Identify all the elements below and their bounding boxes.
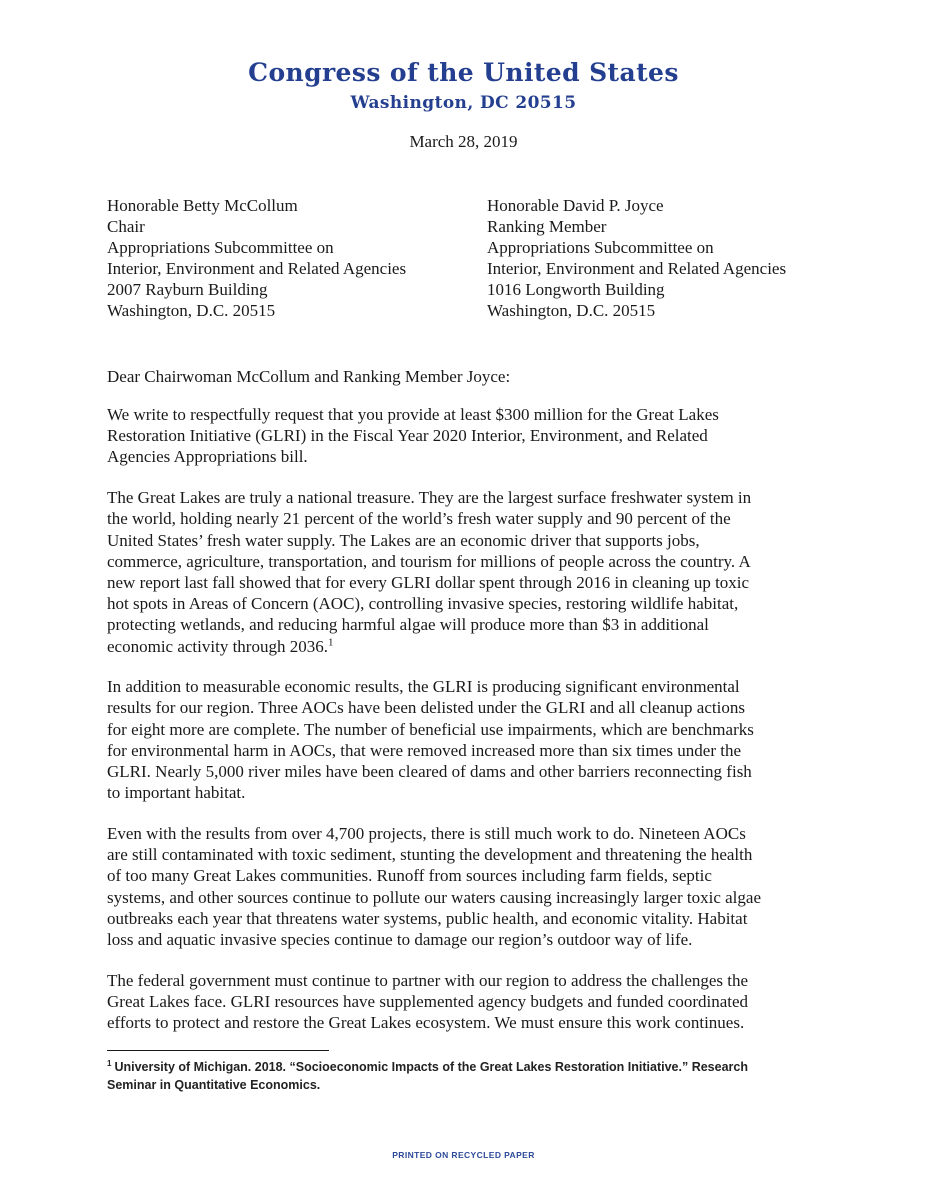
body-line: We write to respectfully request that you provide at least $300 million for the Great Lakes (107, 405, 719, 424)
body-paragraph (107, 676, 817, 803)
body-line-text: economic activity through 2036. (107, 636, 328, 656)
footnote-number: 1 (107, 1058, 112, 1068)
address-line: Honorable Betty McCollum (107, 196, 298, 215)
letter-body (107, 404, 817, 1053)
footnote-reference: 1 (327, 635, 334, 648)
body-line: commerce, agriculture, transportation, and tourism for millions of people across the country. A (107, 551, 751, 571)
body-line: of too many Great Lakes communities. Runoff from sources including farm fields, septic (107, 866, 712, 886)
body-paragraph (107, 970, 817, 1034)
address-line: 1016 Longworth Building (487, 280, 665, 299)
address-line: 2007 Rayburn Building (107, 280, 268, 299)
body-line: hot spots in Areas of Concern (AOC), controlling invasive species, restoring wildlife habitat, (107, 594, 739, 614)
address-line: Washington, D.C. 20515 (487, 301, 656, 320)
body-line: efforts to protect and restore the Great Lakes ecosystem. We must ensure this work continues. (107, 1013, 745, 1033)
body-line: Great Lakes face. GLRI resources have supplemented agency budgets and funded coordinated (107, 991, 749, 1011)
body-line: for environmental harm in AOCs, that were removed increased more than six times under the (107, 740, 742, 760)
body-line: are still contaminated with toxic sediment, stunting the development and threatening the health (107, 845, 753, 865)
body-line: Agencies Appropriations bill. (107, 447, 308, 467)
body-line-with-ref (107, 636, 817, 657)
body-line: United States’ fresh water supply. The Lakes are an economic driver that supports jobs, (107, 530, 700, 550)
address-line: Appropriations Subcommittee on (487, 238, 714, 257)
address-line: Honorable David P. Joyce (487, 196, 664, 215)
salutation: Dear Chairwoman McCollum and Ranking Member Joyce: (107, 367, 511, 386)
body-line: Restoration Initiative (GLRI) in the Fiscal Year 2020 Interior, Environment, and Related (107, 426, 708, 446)
body-line: outbreaks each year that threatens water systems, public health, and economic vitality. Habitat (107, 908, 748, 928)
addressee-right (487, 195, 786, 321)
address-line: Ranking Member (487, 217, 607, 236)
body-paragraph (107, 823, 817, 950)
body-line: to important habitat. (107, 783, 246, 803)
footnote-line (107, 1058, 748, 1076)
body-line: systems, and other sources continue to pollute our waters causing increasingly larger toxic algae (107, 887, 761, 907)
body-line: The federal government must continue to partner with our region to address the challenges the (107, 970, 749, 990)
recycled-paper-notice: PRINTED ON RECYCLED PAPER (392, 1150, 535, 1160)
body-line: The Great Lakes are truly a national treasure. They are the largest surface freshwater system in (107, 488, 752, 508)
address-line: Interior, Environment and Related Agencies (107, 259, 407, 278)
footnote-text: University of Michigan. 2018. “Socioeconomic Impacts of the Great Lakes Restoration Initiative.” Research (114, 1060, 748, 1074)
letter-date: March 28, 2019 (409, 132, 518, 151)
body-line: new report last fall showed that for every GLRI dollar spent through 2016 in cleaning up toxic (107, 572, 750, 592)
body-line: protecting wetlands, and reducing harmful algae will produce more than $3 in additional (107, 615, 709, 635)
footnote (107, 1058, 748, 1094)
address-line: Appropriations Subcommittee on (107, 238, 334, 257)
body-line: GLRI. Nearly 5,000 river miles have been cleared of dams and other barriers reconnecting fish (107, 762, 752, 782)
body-paragraph (107, 404, 817, 468)
letterhead-title: Congress of the United States (248, 58, 679, 87)
body-line: In addition to measurable economic results, the GLRI is producing significant environmental (107, 677, 740, 697)
body-line: loss and aquatic invasive species continue to damage our region’s outdoor way of life. (107, 929, 693, 949)
footnote-separator (107, 1050, 329, 1051)
addressee-left (107, 195, 406, 321)
body-line: the world, holding nearly 21 percent of the world’s fresh water supply and 90 percent of the (107, 509, 731, 529)
letterhead-city: Washington, DC 20515 (350, 93, 577, 113)
address-line: Washington, D.C. 20515 (107, 301, 276, 320)
body-line: results for our region. Three AOCs have been delisted under the GLRI and all cleanup actions (107, 698, 745, 718)
body-paragraph (107, 487, 817, 657)
address-line: Interior, Environment and Related Agencies (487, 259, 787, 278)
body-line: Even with the results from over 4,700 projects, there is still much work to do. Nineteen AOCs (107, 823, 746, 843)
address-line: Chair (107, 217, 145, 236)
footnote-line: Seminar in Quantitative Economics. (107, 1078, 321, 1092)
body-line: for eight more are complete. The number of beneficial use impairments, which are benchmarks (107, 719, 754, 739)
